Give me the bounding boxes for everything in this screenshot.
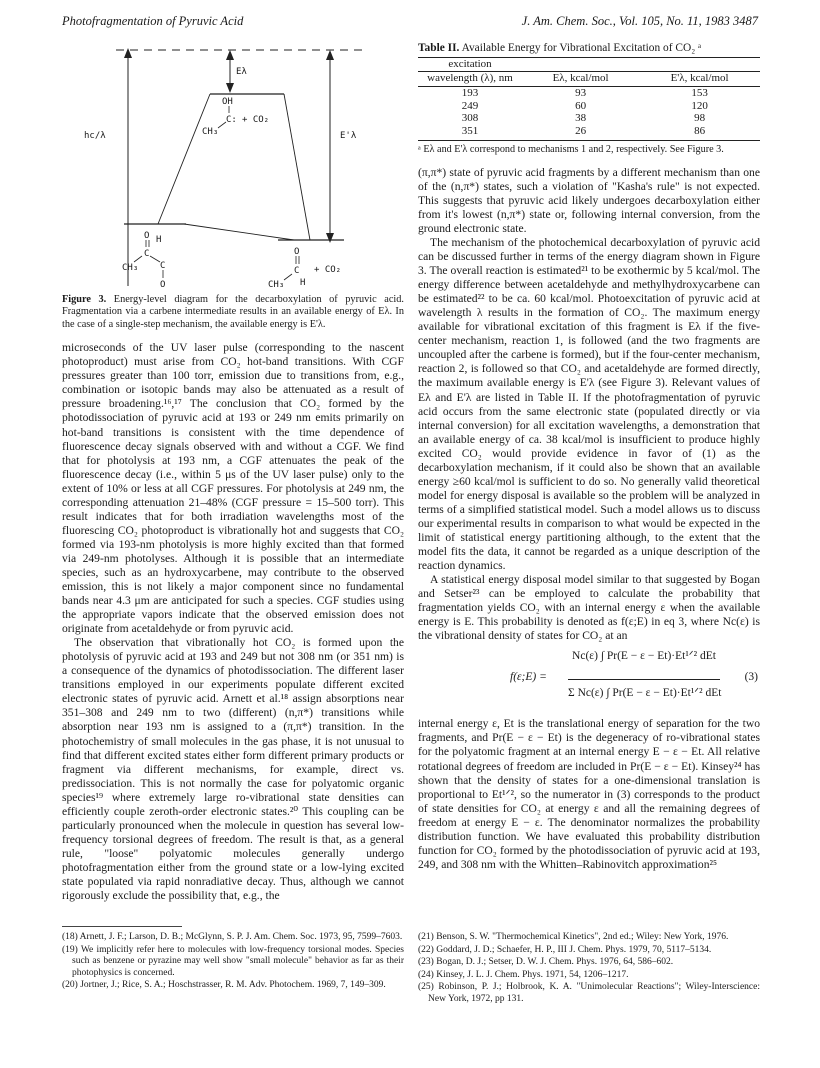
acet-ch3-label: CH₃ [268,280,285,290]
running-head-citation: J. Am. Chem. Soc., Vol. 105, No. 11, 1983 3487 [521,14,758,28]
equation-denominator: Σ Nc(ε) ∫ Pr(E − ε − Et)·Et¹ᐟ² dEt [568,687,722,700]
hc-lambda-label: hc/λ [84,131,106,141]
table-head-blank-2 [639,58,760,72]
right-paragraph-3: A statistical energy disposal model similar to that suggested by Bogan and Setser²³ can be employed to calculate the probability that fragmentation yields CO₂ with an internal energy ε when the available energy is E. This probability is denoted as f(ε;E) in eq 3, where Nc(ε) is the vibrational density of states for CO₂ at an [418,573,760,643]
pyr-o-bottom-label: O [160,280,166,290]
pyr-bond-3 [150,256,160,262]
carbene-oh-label: OH [222,97,233,107]
acet-c-label: C [294,266,300,276]
table-cell-wavelength: 351 [418,125,522,140]
table-head-e-lambda: Eλ, kcal/mol [522,71,639,87]
right-paragraph-1: (π,π*) state of pyruvic acid fragments by a different mechanism than one of the (n,π*) states, such a violation of "Kasha's rule" is not expected. This suggests that pyruvic acid likely undergoes decarboxylation either from it's lowest (n,π*) state or, following internal conversion, from the ground electronic state. [418,165,760,235]
e-lambda-prime-arrowhead-up [326,50,334,60]
carbene-bond-2 [218,122,226,128]
pyr-o-top-label: O [144,231,150,241]
carbene-plus-co2-label: + CO₂ [242,115,270,125]
e-lambda-arrowhead-up [226,50,234,60]
table-2 [418,57,760,141]
carbene-ch3-label: CH₃ [202,127,219,137]
equation-numerator: Nc(ε) ∫ Pr(E − ε − Et)·Et¹ᐟ² dEt [572,650,716,663]
acet-h-label: H [300,278,306,288]
footnote-19: (19) We implicitly refer here to molecules with low-frequency torsional modes. Species such as benzene or pyrazine may well show "small molecule" behavior as far as their photophysics is concerned. [62,944,404,978]
table-row [418,87,760,100]
table-head-blank-1 [522,58,639,72]
figure-3-caption-text: Energy-level diagram for the decarboxylation of pyruvic acid. Fragmentation via a carbene intermediate results in an available energy of Eλ. In the case of a single-step mechanism, the available energy is E'λ. [62,294,404,330]
carbene-c-label: C: [226,115,237,125]
energy-level-diagram [62,42,404,290]
table-cell-ep: 98 [694,112,706,125]
left-paragraph-2: The observation that vibrationally hot CO₂ is formed upon the photolysis of pyruvic acid at 193 and 249 but not 308 nm (or 351 nm) is a consequence of the dynamics of photodissociation. The different laser transitions employed in our experiments populate different excited electronic states of pyruvic acid. Arnett et al.¹⁸ assign absorptions near 351–308 and 249 nm to two (different) (n,π*) transitions while absorption near 193 nm is assigned to a (π,π*) transition. In the photochemistry of small molecules in the gas phase, it is not unusual to find that different excited states either form different primary products or fragment via different mechanisms, for example, direct vs. predissociation. This is not normally the case for polyatomic organic species¹⁹ where extremely large ro-vibrational state densities can efficiently couple zeroth-order electronic states.²⁰ This coupling can be particularly pronounced when the molecule in question has several low-frequency torsional degrees of freedom. The result is that, as a general rule, "loose" polyatomic molecules generally undergo photofragmentation either from the ground state or a low-lying excited state populated via rapid nonradiative decay. Thus, although we cannot rigorously exclude the possibility that, e.g., the [62,636,404,903]
table-cell-wavelength: 308 [461,112,479,125]
fraction-bar [568,679,720,680]
pyr-bond-4 [134,256,142,262]
footnotes-right [418,926,760,1006]
path-carbene-to-products [284,94,310,240]
table-2-title-text: Available Energy for Vibrational Excitation of CO₂ ᵃ [461,42,702,54]
table-2-footnote: ᵃ Eλ and E'λ correspond to mechanisms 1 and 2, respectively. See Figure 3. [418,143,724,155]
table-cell-e: 38 [575,112,587,125]
acet-plus-co2-label: + CO₂ [314,265,342,275]
left-paragraph-1: microseconds of the UV laser pulse (corresponding to the nascent photoproduct) must arise from CO₂ hot-band transitions. With CGF pressures greater than 100 torr, emission due to transitions from, e.g., combination or isotopic bands may also be attenuated as a result of pressure broadening.¹⁶,¹⁷ The conclusion that CO₂ formed by the photodissociation of pyruvic acid at 193 or 249 nm emits primarily on hot-band transitions is consistent with the time dependence of fluorescence decay signals observed with and without a CGF. We find that for photolysis at 193 nm, a CGF attenuates the peak of the fluorescence decay (i.e., within 5 μs of the UV laser pulse) only to the extent of 10% or less at all CGF pressures. For photolysis at 249 nm, the corresponding attenuation 21–48% (CGF pressure = 15–500 torr). This result indicates that for both irradiation wavelengths most of the fluorescing CO₂ photoproduct is vibrationally hot and suggests that CO₂ formed via 193-nm photolysis is more highly excited than that formed via 249-nm photolyses. Although it is possible that an intermediate species, such as an hydroxycarbene, may contribute to the observed emission, this is not likely a major component since no fundamental bands near 4.3 μm are anticipated for such a species. CGF studies using the appropriate vapors indicate that the observed emission does not originate from acetaldehyde or from pyruvic acid. [62,341,404,636]
footnote-21: (21) Benson, S. W. "Thermochemical Kinetics", 2nd ed.; Wiley: New York, 1976. [418,932,729,942]
table-cell-ep: 120 [691,99,708,112]
equation-3 [418,647,760,713]
footnote-22: (22) Goddard, J. D.; Schaefer, H. P., III J. Chem. Phys. 1979, 70, 5117–5134. [418,944,712,955]
e-lambda-arrowhead-down [226,83,234,93]
footnotes-left [62,926,404,993]
table-cell-ep: 86 [639,125,760,140]
table-cell-ep: 153 [691,87,708,100]
table-2-label: Table II. [418,42,460,54]
figure-3 [62,42,404,290]
footnote-24: (24) Kinsey, J. L. J. Chem. Phys. 1971, 54, 1206–1217. [418,969,629,980]
pyr-ch3-label: CH₃ [122,263,139,273]
figure-3-caption [62,294,404,331]
footnote-18: (18) Arnett, J. F.; Larson, D. B.; McGlynn, S. P. J. Am. Chem. Soc. 1973, 95, 7599–7603. [62,932,403,942]
table-head-e-lambda-prime: E'λ, kcal/mol [639,71,760,87]
table-cell-e: 60 [575,99,587,112]
footnote-rule [62,926,182,927]
table-row [418,125,760,140]
pyr-c1-label: C [144,249,150,259]
equation-lhs: f(ε;E) = [510,671,547,684]
pyr-c2-label: C [160,261,166,271]
e-lambda-prime-label: E'λ [340,131,357,141]
footnote-23: (23) Bogan, D. J.; Setser, D. W. J. Chem. Phys. 1976, 64, 586–602. [418,957,674,967]
path-to-carbene [158,94,210,224]
table-cell-wavelength: 249 [461,99,479,112]
path-direct [184,224,294,240]
footnote-25: (25) Robinson, P. J.; Holbrook, K. A. "Unimolecular Reactions"; Wiley-Interscience: New York, 1972, pp 131. [418,982,760,1004]
table-cell-e: 26 [522,125,639,140]
right-column [418,42,760,872]
table-cell-wavelength: 193 [461,87,479,100]
footnote-20: (20) Jortner, J.; Rice, S. A.; Hoschstrasser, R. M. Adv. Photochem. 1969, 7, 149–309. [62,980,386,990]
table-row [418,112,760,125]
e-lambda-label: Eλ [236,67,247,77]
left-column [62,42,404,903]
equation-number: (3) [744,671,758,684]
running-head-title: Photofragmentation of Pyruvic Acid [62,14,244,28]
acet-bond-3 [284,274,292,280]
right-paragraph-4: internal energy ε, Et is the translational energy of separation for the two fragments, and Pr(E − ε − Et) is the degeneracy of ro-vibrational states for the polyatomic fragment at an internal energy E − ε − Et. All relative rotational degrees of freedom are included in Pr(E − ε − Et). Kinsey²⁴ has shown that the density of states for a one-dimensional translation is proportional to Et¹ᐟ², so the numerator in (3) corresponds to the product of state densities for CO₂ at energy ε and all the remaining degrees of freedom at energy E − ε. The denominator normalizes the probability distribution function. We have evaluated this probability distribution function for CO₂ formed by the photodissociation of pyruvic acid at 193, 249, and 308 nm with the Whitten–Rabinovitch approximation²⁵ [418,717,760,871]
table-cell-e: 93 [575,87,587,100]
figure-3-caption-label: Figure 3. [62,294,107,305]
table-head-wavelength: wavelength (λ), nm [418,71,522,87]
acet-o-label: O [294,247,300,257]
right-paragraph-2: The mechanism of the photochemical decarboxylation of pyruvic acid can be discussed further in terms of the energy diagram shown in Figure 3. The overall reaction is estimated²¹ to be exothermic by 5 kcal/mol. The energy difference between acetaldehyde and methylhydroxycarbene can be estimated²² to be ca. 60 kcal/mol. Photoexcitation of pyruvic acid at wavelength λ results in the formation of CO₂. The maximum energy available for vibrational excitation of this fragment is Eλ if the five-center mechanism, reaction 1, is followed (and the two fragments are uncoupled after the carbene is formed), but if the four-center mechanism, reaction 2, is followed so that CO₂ and acetaldehyde are formed directly, the maximum available energy is E'λ (see Figure 3). Relevant values of Eλ and E'λ are listed in Table II. If the photofragmentation of pyruvic acid occurs from the same electronic state (populated directly or via internal conversion) for all excitation wavelengths, a demonstration that an available energy of ca. 38 kcal/mol is insufficient to produce highly excited CO₂ would provide evidence in favor of (1) as the decarboxylation mechanism, if it could also be shown that an available energy ≥60 kcal/mol is sufficient to do so. No generally valid theoretical model for energy disposal is available so the problem will be analyzed in terms of a simplified statistical model. Such a model allows us to discuss our experimental results in comparison to what would be expected in the limit of statistical energy partitioning although, to the extent that the model fits the data, it cannot be regarded as a unique description of the reaction dynamics. [418,236,760,573]
table-head-excitation: excitation [418,58,522,72]
table-row [418,100,760,113]
table-2-title [418,42,760,54]
e-lambda-prime-arrowhead-down [326,233,334,243]
pyr-h-label: H [156,235,162,245]
